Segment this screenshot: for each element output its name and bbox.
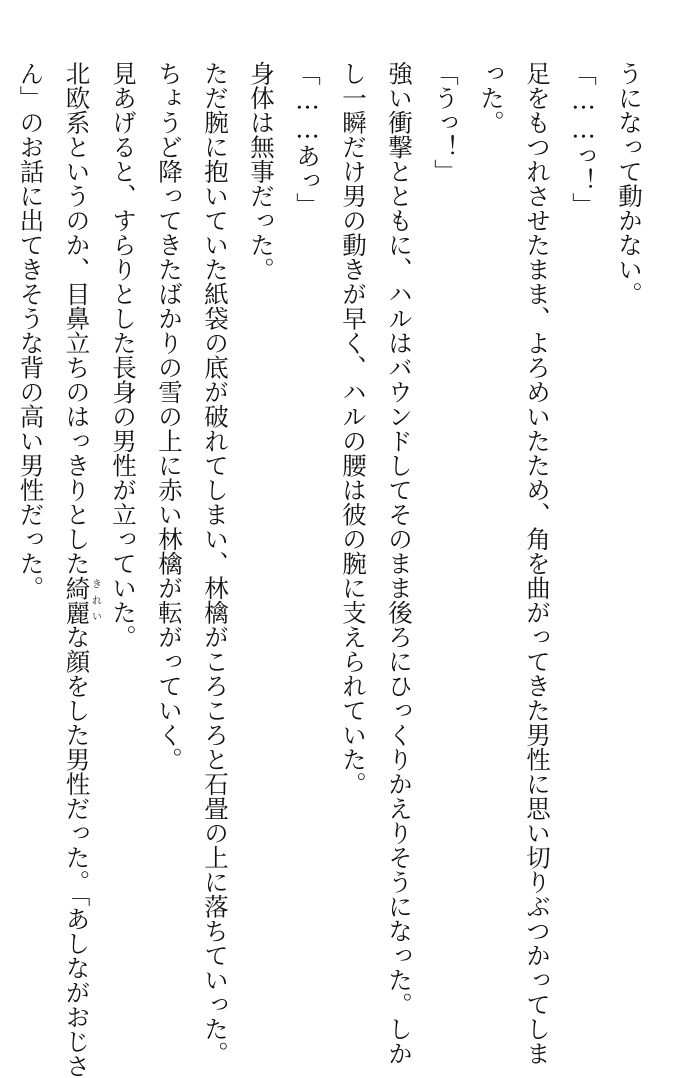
vertical-text-body [0,61,652,1078]
text-line-13-before: 北欧系というのか、目鼻立ちのはっきりとした [62,61,92,576]
text-line-13-after: な顔をした男性だった。「あしながおじさ [62,624,92,1078]
text-line-9: 身体は無事だった。 [247,61,276,282]
ruby-reading: きれい [89,575,101,625]
text-line-15 [0,61,8,991]
text-line-11: ちょうど降ってきたばかりの雪の上に赤い林檎が転がっていく。 [155,61,184,772]
text-line-6: 強い衝撃とともに、ハルはバウンドしてそのまま後ろにひっくりかえりそうになった。しか [385,61,414,1066]
ruby-base: 綺麗 [62,575,92,625]
text-line-7: し一瞬だけ男の動きが早く、ハルの腰は彼の腕に支えられていた。 [339,61,368,796]
text-line-5: 「うっ！」 [431,61,460,184]
text-line-10: ただ腕に抱いていた紙袋の底が破れてしまい、林檎がころころと石畳の上に落ちていった。 [201,61,230,1066]
text-line-12: 見あげると、すらりとした長身の男性が立っていた。 [109,61,138,649]
text-line-4: った。 [477,61,506,135]
text-line-2: 「……っ！」 [569,61,598,217]
text-line-14: ん」のお話に出てきそうな背の高い男性だった。 [16,61,46,600]
text-line-3: 足をもつれさせたまま、よろめいたため、角を曲がってきた男性に思い切りぶつかってしま [523,61,552,1066]
text-line-8: 「……あっ」 [293,61,322,217]
ruby-kirei [62,575,101,625]
text-line-1: うになって動かない。 [615,61,644,306]
text-line-13 [54,61,101,1078]
